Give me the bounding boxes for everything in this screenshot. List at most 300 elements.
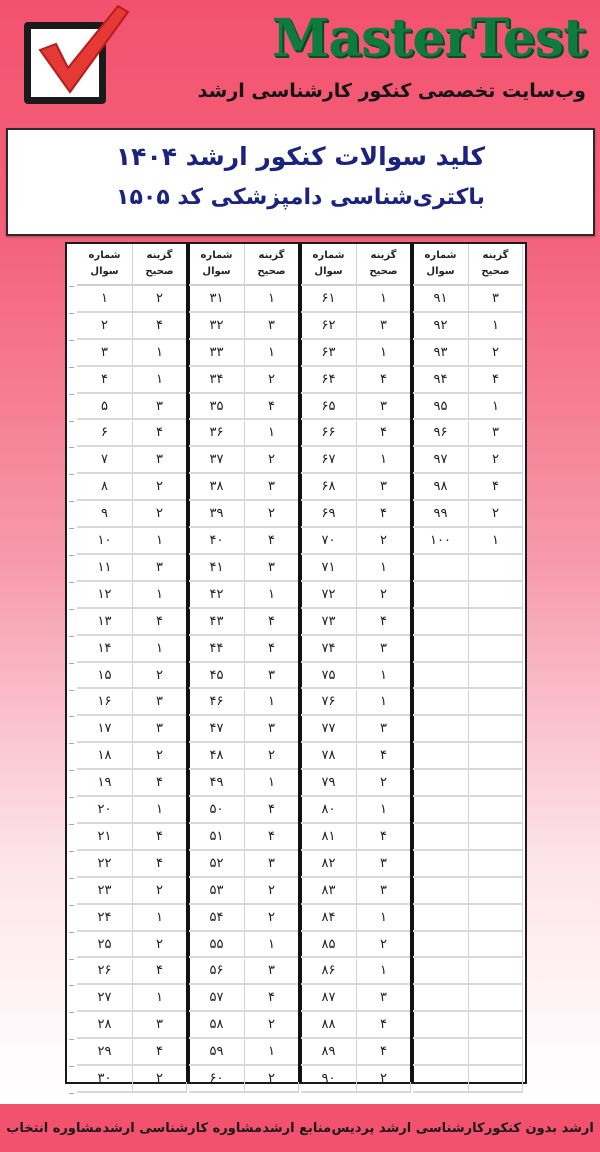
correct-answer-cell: ۲ [133, 743, 187, 770]
correct-answer-cell: ۳ [133, 1012, 187, 1039]
correct-answer-cell [469, 1012, 523, 1039]
question-number-cell: ۴۰ [189, 528, 245, 555]
question-number-cell: ۹۳ [413, 340, 469, 367]
correct-answer-cell: ۳ [357, 394, 411, 421]
footer-link-moshavere-entekhab[interactable]: مشاوره انتخاب [6, 1120, 103, 1136]
question-number-cell: ۷۴ [301, 636, 357, 663]
correct-answer-cell: ۱ [245, 582, 299, 609]
correct-answer-cell [469, 878, 523, 905]
question-number-cell: ۴۳ [189, 609, 245, 636]
question-number-cell: ۶۸ [301, 474, 357, 501]
row-tick [69, 394, 74, 395]
question-number-cell: ۴۸ [189, 743, 245, 770]
correct-answer-cell: ۴ [357, 1039, 411, 1066]
answer-key-table [65, 242, 527, 1087]
correct-answer-cell: ۳ [357, 716, 411, 743]
brand-logo-text[interactable]: MasterTest [271, 8, 586, 69]
correct-answer-cell [469, 824, 523, 851]
page-subtitle: باکتری‌شناسی دامپزشکی کد ۱۵۰۵ [116, 185, 485, 210]
footer-link-arshad-pardis[interactable]: کارشناسی ارشد پردیس [331, 1120, 485, 1136]
correct-answer-cell [469, 985, 523, 1012]
question-number-cell [413, 985, 469, 1012]
question-number-cell: ۷۵ [301, 663, 357, 690]
correct-answer-cell: ۱ [133, 985, 187, 1012]
correct-answer-cell: ۳ [133, 716, 187, 743]
correct-answer-cell: ۱ [133, 797, 187, 824]
correct-answer-cell: ۳ [357, 474, 411, 501]
question-number-cell: ۸۲ [301, 851, 357, 878]
correct-answer-cell: ۲ [133, 286, 187, 313]
correct-answer-cell [469, 663, 523, 690]
question-number-cell [413, 582, 469, 609]
header-question-label: شماره [200, 250, 233, 261]
correct-answer-cell: ۲ [357, 770, 411, 797]
row-tick [69, 878, 74, 879]
header-answer-label: صحیح [369, 266, 398, 277]
correct-answer-cell: ۴ [469, 474, 523, 501]
correct-answer-cell: ۱ [245, 932, 299, 959]
question-number-cell: ۷۹ [301, 770, 357, 797]
question-number-cell: ۵۳ [189, 878, 245, 905]
question-number-cell: ۶۳ [301, 340, 357, 367]
header-answer-label: صحیح [145, 266, 174, 277]
correct-answer-cell: ۴ [357, 501, 411, 528]
question-number-cell: ۵۴ [189, 905, 245, 932]
correct-answer-cell: ۳ [133, 555, 187, 582]
correct-answer-cell: ۴ [357, 609, 411, 636]
correct-answer-cell: ۲ [245, 878, 299, 905]
footer-link-arshad-bedoon-konkoor[interactable]: ارشد بدون کنکور [484, 1120, 594, 1136]
row-tick [69, 1039, 74, 1040]
header-correct-option [469, 244, 523, 286]
header-question-label: سوال [314, 266, 343, 277]
question-number-cell: ۹۱ [413, 286, 469, 313]
correct-answer-cell: ۲ [245, 743, 299, 770]
correct-answer-cell: ۱ [133, 582, 187, 609]
question-number-cell: ۳۱ [189, 286, 245, 313]
row-tick [69, 690, 74, 691]
question-number-cell: ۸۳ [301, 878, 357, 905]
question-number-cell: ۳۰ [77, 1066, 133, 1093]
question-number-cell: ۴۴ [189, 636, 245, 663]
header-question-number [301, 244, 357, 286]
correct-answer-cell: ۲ [133, 663, 187, 690]
correct-answer-cell: ۲ [357, 528, 411, 555]
row-tick [69, 582, 74, 583]
header-correct-option [245, 244, 299, 286]
correct-answer-cell [469, 716, 523, 743]
question-number-cell [413, 1066, 469, 1093]
question-number-cell: ۷۸ [301, 743, 357, 770]
question-number-cell: ۲۰ [77, 797, 133, 824]
question-number-cell: ۱۴ [77, 636, 133, 663]
correct-answer-cell: ۳ [245, 474, 299, 501]
question-number-cell: ۲۴ [77, 905, 133, 932]
question-number-cell: ۲۳ [77, 878, 133, 905]
header-answer-label: گزینه [258, 250, 285, 261]
question-number-cell: ۸۶ [301, 959, 357, 986]
question-number-cell: ۹۹ [413, 501, 469, 528]
page-title: کلید سوالات کنکور ارشد ۱۴۰۴ [115, 142, 486, 171]
header-question-label: شماره [312, 250, 345, 261]
question-number-cell [413, 1039, 469, 1066]
question-number-cell: ۲۲ [77, 851, 133, 878]
correct-answer-cell: ۲ [133, 501, 187, 528]
correct-answer-cell: ۱ [133, 905, 187, 932]
correct-answer-cell: ۲ [469, 447, 523, 474]
correct-answer-cell: ۳ [245, 959, 299, 986]
question-number-cell: ۴۹ [189, 770, 245, 797]
correct-answer-cell: ۱ [357, 959, 411, 986]
question-number-cell: ۴۷ [189, 716, 245, 743]
correct-answer-cell: ۴ [357, 421, 411, 448]
correct-answer-cell: ۴ [133, 421, 187, 448]
row-tick [69, 474, 74, 475]
question-number-cell [413, 690, 469, 717]
correct-answer-cell: ۴ [469, 367, 523, 394]
row-tick [69, 286, 74, 287]
correct-answer-cell: ۳ [357, 878, 411, 905]
footer-nav [0, 1104, 600, 1152]
correct-answer-cell: ۲ [357, 582, 411, 609]
question-number-cell: ۹۲ [413, 313, 469, 340]
question-number-cell: ۳۶ [189, 421, 245, 448]
correct-answer-cell [469, 690, 523, 717]
question-number-cell: ۸۵ [301, 932, 357, 959]
question-number-cell: ۲۷ [77, 985, 133, 1012]
correct-answer-cell: ۴ [357, 367, 411, 394]
question-number-cell: ۹۴ [413, 367, 469, 394]
row-tick [69, 824, 74, 825]
question-number-cell: ۵۵ [189, 932, 245, 959]
question-number-cell: ۴۵ [189, 663, 245, 690]
question-number-cell: ۷۷ [301, 716, 357, 743]
question-number-cell: ۷۱ [301, 555, 357, 582]
correct-answer-cell: ۴ [133, 959, 187, 986]
question-number-cell: ۷۰ [301, 528, 357, 555]
row-tick [69, 313, 74, 314]
correct-answer-cell: ۴ [133, 851, 187, 878]
question-number-cell: ۱۸ [77, 743, 133, 770]
correct-answer-cell: ۱ [469, 528, 523, 555]
row-tick [69, 528, 74, 529]
question-number-cell: ۲۵ [77, 932, 133, 959]
question-number-cell: ۸۱ [301, 824, 357, 851]
correct-answer-cell: ۲ [357, 932, 411, 959]
correct-answer-cell: ۳ [357, 636, 411, 663]
question-number-cell: ۹۰ [301, 1066, 357, 1093]
header-correct-option [133, 244, 187, 286]
question-number-cell [413, 959, 469, 986]
correct-answer-cell: ۴ [357, 1012, 411, 1039]
correct-answer-cell: ۱ [133, 528, 187, 555]
question-number-cell: ۳۳ [189, 340, 245, 367]
correct-answer-cell [469, 1039, 523, 1066]
question-number-cell: ۸ [77, 474, 133, 501]
correct-answer-cell [469, 932, 523, 959]
correct-answer-cell: ۱ [357, 555, 411, 582]
header-question-number [77, 244, 133, 286]
correct-answer-cell: ۱ [245, 690, 299, 717]
question-number-cell: ۷ [77, 447, 133, 474]
question-number-cell: ۵۱ [189, 824, 245, 851]
question-number-cell [413, 609, 469, 636]
correct-answer-cell: ۱ [133, 636, 187, 663]
correct-answer-cell: ۳ [245, 555, 299, 582]
correct-answer-cell: ۱ [245, 421, 299, 448]
correct-answer-cell: ۳ [245, 663, 299, 690]
correct-answer-cell: ۳ [133, 394, 187, 421]
question-number-cell: ۳۸ [189, 474, 245, 501]
correct-answer-cell: ۳ [133, 447, 187, 474]
header-question-label: سوال [202, 266, 231, 277]
row-tick [69, 716, 74, 717]
question-number-cell: ۶۱ [301, 286, 357, 313]
question-number-cell: ۵۲ [189, 851, 245, 878]
question-number-cell: ۵۷ [189, 985, 245, 1012]
question-number-cell [413, 716, 469, 743]
question-number-cell: ۱۰۰ [413, 528, 469, 555]
header-answer-label: صحیح [481, 266, 510, 277]
header-answer-label: گزینه [482, 250, 509, 261]
correct-answer-cell: ۴ [133, 609, 187, 636]
question-number-cell: ۶۹ [301, 501, 357, 528]
correct-answer-cell: ۲ [469, 340, 523, 367]
correct-answer-cell [469, 609, 523, 636]
correct-answer-cell: ۴ [245, 609, 299, 636]
row-tick [69, 743, 74, 744]
site-header [0, 0, 600, 125]
question-number-cell: ۱۲ [77, 582, 133, 609]
question-number-cell: ۵۶ [189, 959, 245, 986]
row-tick [69, 636, 74, 637]
correct-answer-cell [469, 851, 523, 878]
question-number-cell: ۹۸ [413, 474, 469, 501]
header-correct-option [357, 244, 411, 286]
correct-answer-cell: ۲ [245, 501, 299, 528]
correct-answer-cell: ۲ [357, 1066, 411, 1093]
header-question-label: شماره [88, 250, 121, 261]
row-tick [69, 555, 74, 556]
question-number-cell: ۶۲ [301, 313, 357, 340]
row-tick [69, 367, 74, 368]
correct-answer-cell: ۲ [133, 878, 187, 905]
correct-answer-cell [469, 1066, 523, 1093]
footer-link-manabe-arshad[interactable]: منابع ارشد [262, 1120, 332, 1136]
question-number-cell [413, 555, 469, 582]
correct-answer-cell: ۱ [133, 340, 187, 367]
question-number-cell: ۴۶ [189, 690, 245, 717]
question-number-cell: ۹۵ [413, 394, 469, 421]
question-number-cell: ۳ [77, 340, 133, 367]
question-number-cell: ۸۰ [301, 797, 357, 824]
correct-answer-cell: ۴ [245, 797, 299, 824]
question-number-cell: ۲۱ [77, 824, 133, 851]
row-tick [69, 447, 74, 448]
correct-answer-cell: ۱ [357, 286, 411, 313]
correct-answer-cell: ۴ [133, 824, 187, 851]
correct-answer-cell: ۳ [357, 851, 411, 878]
correct-answer-cell: ۱ [245, 770, 299, 797]
question-number-cell: ۵۰ [189, 797, 245, 824]
question-number-cell [413, 851, 469, 878]
question-number-cell: ۲۹ [77, 1039, 133, 1066]
correct-answer-cell: ۳ [357, 313, 411, 340]
question-number-cell: ۷۲ [301, 582, 357, 609]
question-number-cell [413, 743, 469, 770]
question-number-cell: ۳۹ [189, 501, 245, 528]
correct-answer-cell: ۴ [357, 824, 411, 851]
correct-answer-cell: ۴ [133, 1039, 187, 1066]
row-tick [69, 932, 74, 933]
question-number-cell: ۱۶ [77, 690, 133, 717]
row-tick [69, 959, 74, 960]
footer-link-moshavere-arshad[interactable]: مشاوره کارشناسی ارشد [102, 1120, 263, 1136]
correct-answer-cell [469, 743, 523, 770]
header-question-label: سوال [426, 266, 455, 277]
table-tick-column [67, 244, 77, 1082]
question-number-cell: ۱ [77, 286, 133, 313]
answer-group-1 [77, 244, 187, 1087]
question-number-cell: ۲۸ [77, 1012, 133, 1039]
header-answer-label: گزینه [370, 250, 397, 261]
tagline: وب‌سایت تخصصی کنکور کارشناسی ارشد [197, 80, 586, 102]
question-number-cell: ۷۳ [301, 609, 357, 636]
answer-group-3 [301, 244, 411, 1087]
question-number-cell: ۶۰ [189, 1066, 245, 1093]
answer-group-4 [413, 244, 523, 1082]
correct-answer-cell: ۴ [133, 770, 187, 797]
correct-answer-cell: ۳ [245, 313, 299, 340]
correct-answer-cell [469, 959, 523, 986]
question-number-cell [413, 797, 469, 824]
correct-answer-cell: ۳ [469, 286, 523, 313]
row-tick [69, 421, 74, 422]
question-number-cell: ۵۹ [189, 1039, 245, 1066]
question-number-cell: ۳۴ [189, 367, 245, 394]
correct-answer-cell: ۳ [245, 716, 299, 743]
header-question-number [189, 244, 245, 286]
question-number-cell: ۱۳ [77, 609, 133, 636]
correct-answer-cell: ۱ [357, 690, 411, 717]
correct-answer-cell: ۴ [245, 824, 299, 851]
row-tick [69, 609, 74, 610]
correct-answer-cell: ۳ [469, 421, 523, 448]
row-tick [69, 770, 74, 771]
answer-group-2 [189, 244, 299, 1087]
question-number-cell [413, 770, 469, 797]
correct-answer-cell: ۲ [245, 1012, 299, 1039]
question-number-cell: ۸۸ [301, 1012, 357, 1039]
question-number-cell: ۱۱ [77, 555, 133, 582]
question-number-cell: ۶ [77, 421, 133, 448]
correct-answer-cell: ۲ [133, 474, 187, 501]
row-tick [69, 1012, 74, 1013]
correct-answer-cell: ۱ [357, 663, 411, 690]
question-number-cell: ۶۶ [301, 421, 357, 448]
header-question-number [413, 244, 469, 286]
question-number-cell: ۴۲ [189, 582, 245, 609]
correct-answer-cell: ۲ [245, 447, 299, 474]
correct-answer-cell: ۱ [357, 447, 411, 474]
question-number-cell: ۳۵ [189, 394, 245, 421]
correct-answer-cell: ۲ [245, 905, 299, 932]
question-number-cell: ۲۶ [77, 959, 133, 986]
header-question-label: شماره [424, 250, 457, 261]
question-number-cell [413, 824, 469, 851]
correct-answer-cell: ۱ [245, 1039, 299, 1066]
correct-answer-cell: ۴ [245, 394, 299, 421]
correct-answer-cell: ۲ [133, 932, 187, 959]
row-tick [69, 340, 74, 341]
question-number-cell: ۸۴ [301, 905, 357, 932]
question-number-cell: ۶۴ [301, 367, 357, 394]
correct-answer-cell: ۴ [357, 743, 411, 770]
correct-answer-cell: ۱ [357, 340, 411, 367]
question-number-cell: ۸۷ [301, 985, 357, 1012]
row-tick [69, 985, 74, 986]
row-tick [69, 1066, 74, 1067]
correct-answer-cell: ۱ [469, 313, 523, 340]
header-answer-label: صحیح [257, 266, 286, 277]
row-tick [69, 797, 74, 798]
correct-answer-cell [469, 905, 523, 932]
correct-answer-cell: ۴ [245, 636, 299, 663]
question-number-cell: ۱۹ [77, 770, 133, 797]
correct-answer-cell [469, 582, 523, 609]
correct-answer-cell: ۱ [357, 905, 411, 932]
question-number-cell: ۴۱ [189, 555, 245, 582]
header-answer-label: گزینه [146, 250, 173, 261]
correct-answer-cell: ۲ [245, 367, 299, 394]
question-number-cell [413, 932, 469, 959]
row-tick [69, 851, 74, 852]
question-number-cell: ۹۶ [413, 421, 469, 448]
title-box [6, 128, 595, 236]
question-number-cell: ۸۹ [301, 1039, 357, 1066]
row-tick [69, 501, 74, 502]
correct-answer-cell: ۱ [245, 340, 299, 367]
checkmark-icon [18, 0, 138, 110]
correct-answer-cell [469, 797, 523, 824]
question-number-cell: ۱۵ [77, 663, 133, 690]
question-number-cell: ۳۷ [189, 447, 245, 474]
question-number-cell [413, 1012, 469, 1039]
correct-answer-cell: ۱ [133, 367, 187, 394]
row-tick [69, 1093, 74, 1094]
correct-answer-cell: ۴ [245, 985, 299, 1012]
question-number-cell [413, 663, 469, 690]
question-number-cell: ۶۵ [301, 394, 357, 421]
correct-answer-cell [469, 770, 523, 797]
correct-answer-cell [469, 636, 523, 663]
question-number-cell [413, 878, 469, 905]
question-number-cell: ۹۷ [413, 447, 469, 474]
correct-answer-cell: ۳ [357, 985, 411, 1012]
correct-answer-cell: ۳ [133, 690, 187, 717]
question-number-cell: ۵۸ [189, 1012, 245, 1039]
question-number-cell: ۹ [77, 501, 133, 528]
row-tick [69, 663, 74, 664]
correct-answer-cell [469, 555, 523, 582]
correct-answer-cell: ۴ [245, 528, 299, 555]
header-question-label: سوال [90, 266, 119, 277]
correct-answer-cell: ۲ [133, 1066, 187, 1093]
question-number-cell: ۶۷ [301, 447, 357, 474]
question-number-cell: ۵ [77, 394, 133, 421]
correct-answer-cell: ۴ [133, 313, 187, 340]
row-tick [69, 905, 74, 906]
